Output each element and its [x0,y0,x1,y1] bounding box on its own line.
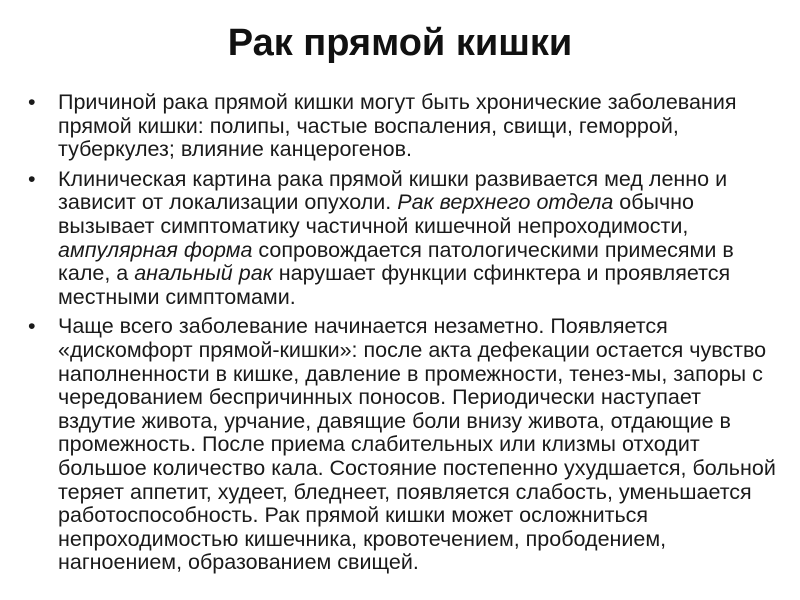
text-segment-italic: анальный рак [134,261,273,286]
bullet-list [28,91,783,581]
paragraph-text-1 [58,90,736,161]
bullet-item [28,91,783,162]
bullet-item [28,168,783,310]
text-segment: обычно вызывает симптоматику частичной кишечной непроходимости, [58,190,695,238]
paragraph-text-2 [58,167,734,309]
text-segment-italic: ампулярная форма [58,237,253,262]
bullet-icon: • [28,166,36,191]
bullet-icon: • [28,314,36,339]
bullet-icon: • [28,90,36,114]
paragraph-text-3 [58,314,776,574]
text-segment-italic: Рак верхнего отдела [397,190,614,215]
text-segment: нарушает функции сфинктера и проявляется местными симптомами. [58,261,731,309]
text-segment: Чаще всего заболевание начинается незаметно. Появляется «дискомфорт прямой-кишки»: после акта дефекации остается чувство наполненности в кишке, давление в промежности, тенез-мы, запоры с чередованием беспричинных поносов. Периодически наступает вздутие живота, урчание, давящие боли внизу живота, отдающие в промежность. После приема слабительных или клизмы отходит большое количество кала. Состояние постепенно ухудшается, больной теряет аппетит, худеет, бледнеет, появляется слабость, уменьшается работоспособность. Рак прямой кишки может осложниться непроходимостью кишечника, кровотечением, прободением, нагноением, образованием свищей. [58,314,776,575]
bullet-item [28,315,783,575]
text-segment: сопровождается патологическими примесями в кале, а [58,237,734,286]
text-segment: Причиной рака прямой кишки могут быть хронические заболевания прямой кишки: полипы, частые воспаления, свищи, геморрой, туберкулез; влияние канцерогенов. [58,90,737,162]
slide-title: Рак прямой кишки [227,22,573,64]
text-segment: Клиническая картина рака прямой кишки развивается мед ленно и зависит от локализации опухоли. [58,166,728,215]
